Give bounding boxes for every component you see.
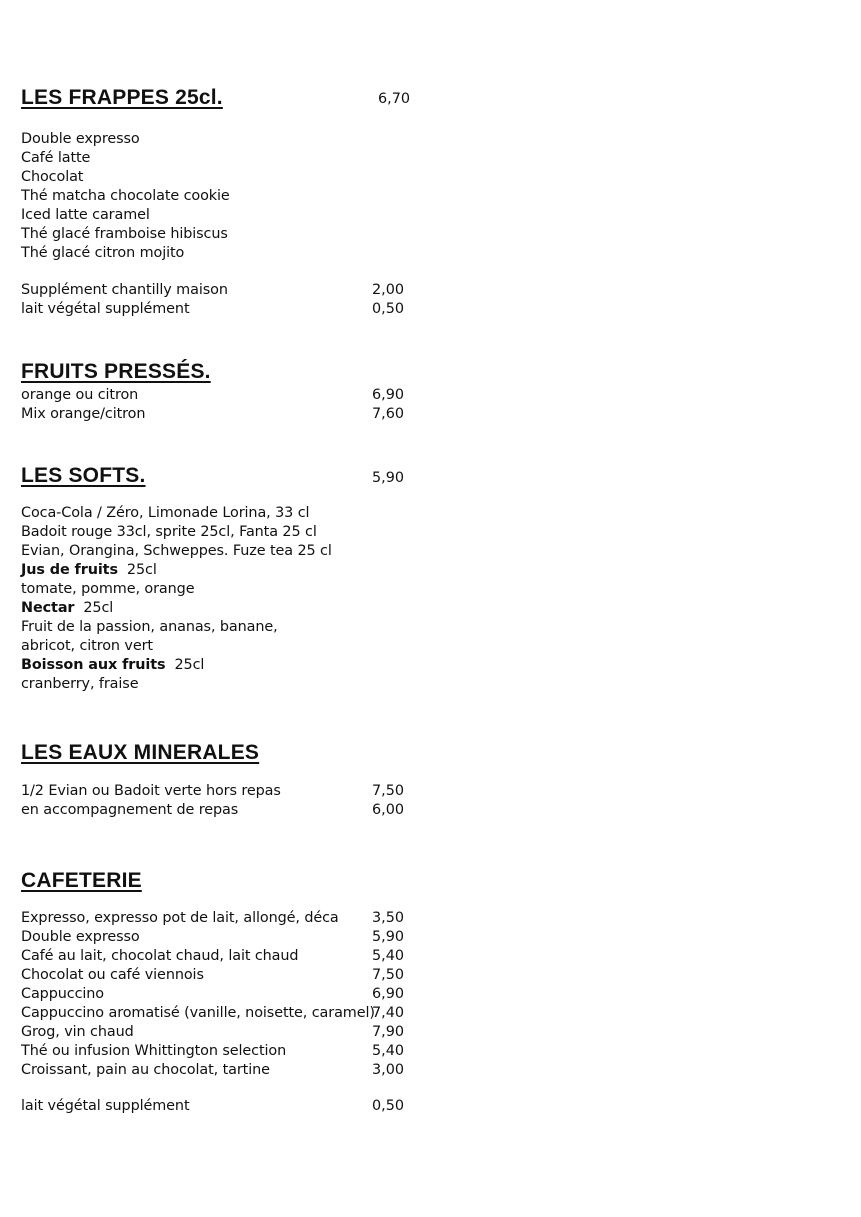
list-item: Chocolat <box>21 169 84 185</box>
frappes-extras-prices <box>372 281 404 319</box>
price-value: 5,40 <box>372 948 405 964</box>
list-item: Chocolat ou café viennois <box>21 967 204 983</box>
fruits-heading: FRUITS PRESSÉS. <box>21 360 211 383</box>
frappes-price: 6,70 <box>378 91 411 107</box>
fruits-prices <box>372 386 404 424</box>
list-item: Double expresso <box>21 131 140 147</box>
list-item: Badoit rouge 33cl, sprite 25cl, Fanta 25 cl <box>21 524 317 540</box>
cafeterie-list <box>21 909 375 1080</box>
price-value: 3,50 <box>372 910 405 926</box>
list-item: Expresso, expresso pot de lait, allongé, déca <box>21 910 339 926</box>
price-value: 7,50 <box>372 967 405 983</box>
list-item: Mix orange/citron <box>21 406 146 422</box>
list-item: Supplément chantilly maison <box>21 282 228 298</box>
price-value: 5,40 <box>372 1043 405 1059</box>
list-item: Croissant, pain au chocolat, tartine <box>21 1062 270 1078</box>
list-item: Café au lait, chocolat chaud, lait chaud <box>21 948 299 964</box>
list-item: Iced latte caramel <box>21 207 150 223</box>
list-item: Coca-Cola / Zéro, Limonade Lorina, 33 cl <box>21 505 310 521</box>
cafeterie-extra-label: lait végétal supplément <box>21 1098 190 1114</box>
eaux-prices <box>372 782 404 820</box>
list-item: Double expresso <box>21 929 140 945</box>
cafeterie-extra-price: 0,50 <box>372 1098 405 1114</box>
price-value: 5,90 <box>372 929 405 945</box>
list-item: cranberry, fraise <box>21 676 139 692</box>
list-item: Grog, vin chaud <box>21 1024 134 1040</box>
list-item: Cappuccino <box>21 986 105 1002</box>
list-item: Thé matcha chocolate cookie <box>21 188 230 204</box>
fruits-list <box>21 386 145 424</box>
list-item: lait végétal supplément <box>21 301 190 317</box>
price-value: 6,90 <box>372 986 405 1002</box>
price-value: 7,40 <box>372 1005 405 1021</box>
softs-price: 5,90 <box>372 470 405 486</box>
price-value: 7,50 <box>372 783 405 799</box>
frappes-extras <box>21 281 228 319</box>
price-value: 6,00 <box>372 802 405 818</box>
list-item: orange ou citron <box>21 387 139 403</box>
price-value: 7,90 <box>372 1024 405 1040</box>
list-item: Cappuccino aromatisé (vanille, noisette, caramel) <box>21 1005 375 1021</box>
softs-list <box>21 504 332 694</box>
list-item: Evian, Orangina, Schweppes. Fuze tea 25 cl <box>21 543 332 559</box>
price-value: 0,50 <box>372 301 405 317</box>
price-value: 2,00 <box>372 282 405 298</box>
list-item: 1/2 Evian ou Badoit verte hors repas <box>21 783 281 799</box>
list-item: Thé glacé citron mojito <box>21 245 185 261</box>
subheading-label: Jus de fruits <box>21 562 118 578</box>
list-item: Thé ou infusion Whittington selection <box>21 1043 287 1059</box>
subheading-size: 25cl <box>126 562 157 578</box>
subheading-label: Boisson aux fruits <box>21 657 166 673</box>
list-item: en accompagnement de repas <box>21 802 239 818</box>
price-value: 7,60 <box>372 406 405 422</box>
price-value: 6,90 <box>372 387 405 403</box>
softs-heading: LES SOFTS. <box>21 464 146 487</box>
list-item: abricot, citron vert <box>21 638 153 654</box>
subheading-label: Nectar <box>21 600 75 616</box>
list-item <box>21 561 332 580</box>
price-value: 3,00 <box>372 1062 405 1078</box>
eaux-heading: LES EAUX MINERALES <box>21 741 260 764</box>
list-item: Thé glacé framboise hibiscus <box>21 226 228 242</box>
list-item <box>21 599 332 618</box>
eaux-list <box>21 782 281 820</box>
cafeterie-prices <box>372 909 404 1080</box>
cafeterie-heading: CAFETERIE <box>21 869 142 892</box>
list-item: tomate, pomme, orange <box>21 581 195 597</box>
list-item: Café latte <box>21 150 91 166</box>
subheading-size: 25cl <box>174 657 205 673</box>
list-item <box>21 656 332 675</box>
list-item: Fruit de la passion, ananas, banane, <box>21 619 278 635</box>
frappes-heading: LES FRAPPES 25cl. <box>21 86 223 109</box>
frappes-list <box>21 130 230 263</box>
subheading-size: 25cl <box>83 600 114 616</box>
